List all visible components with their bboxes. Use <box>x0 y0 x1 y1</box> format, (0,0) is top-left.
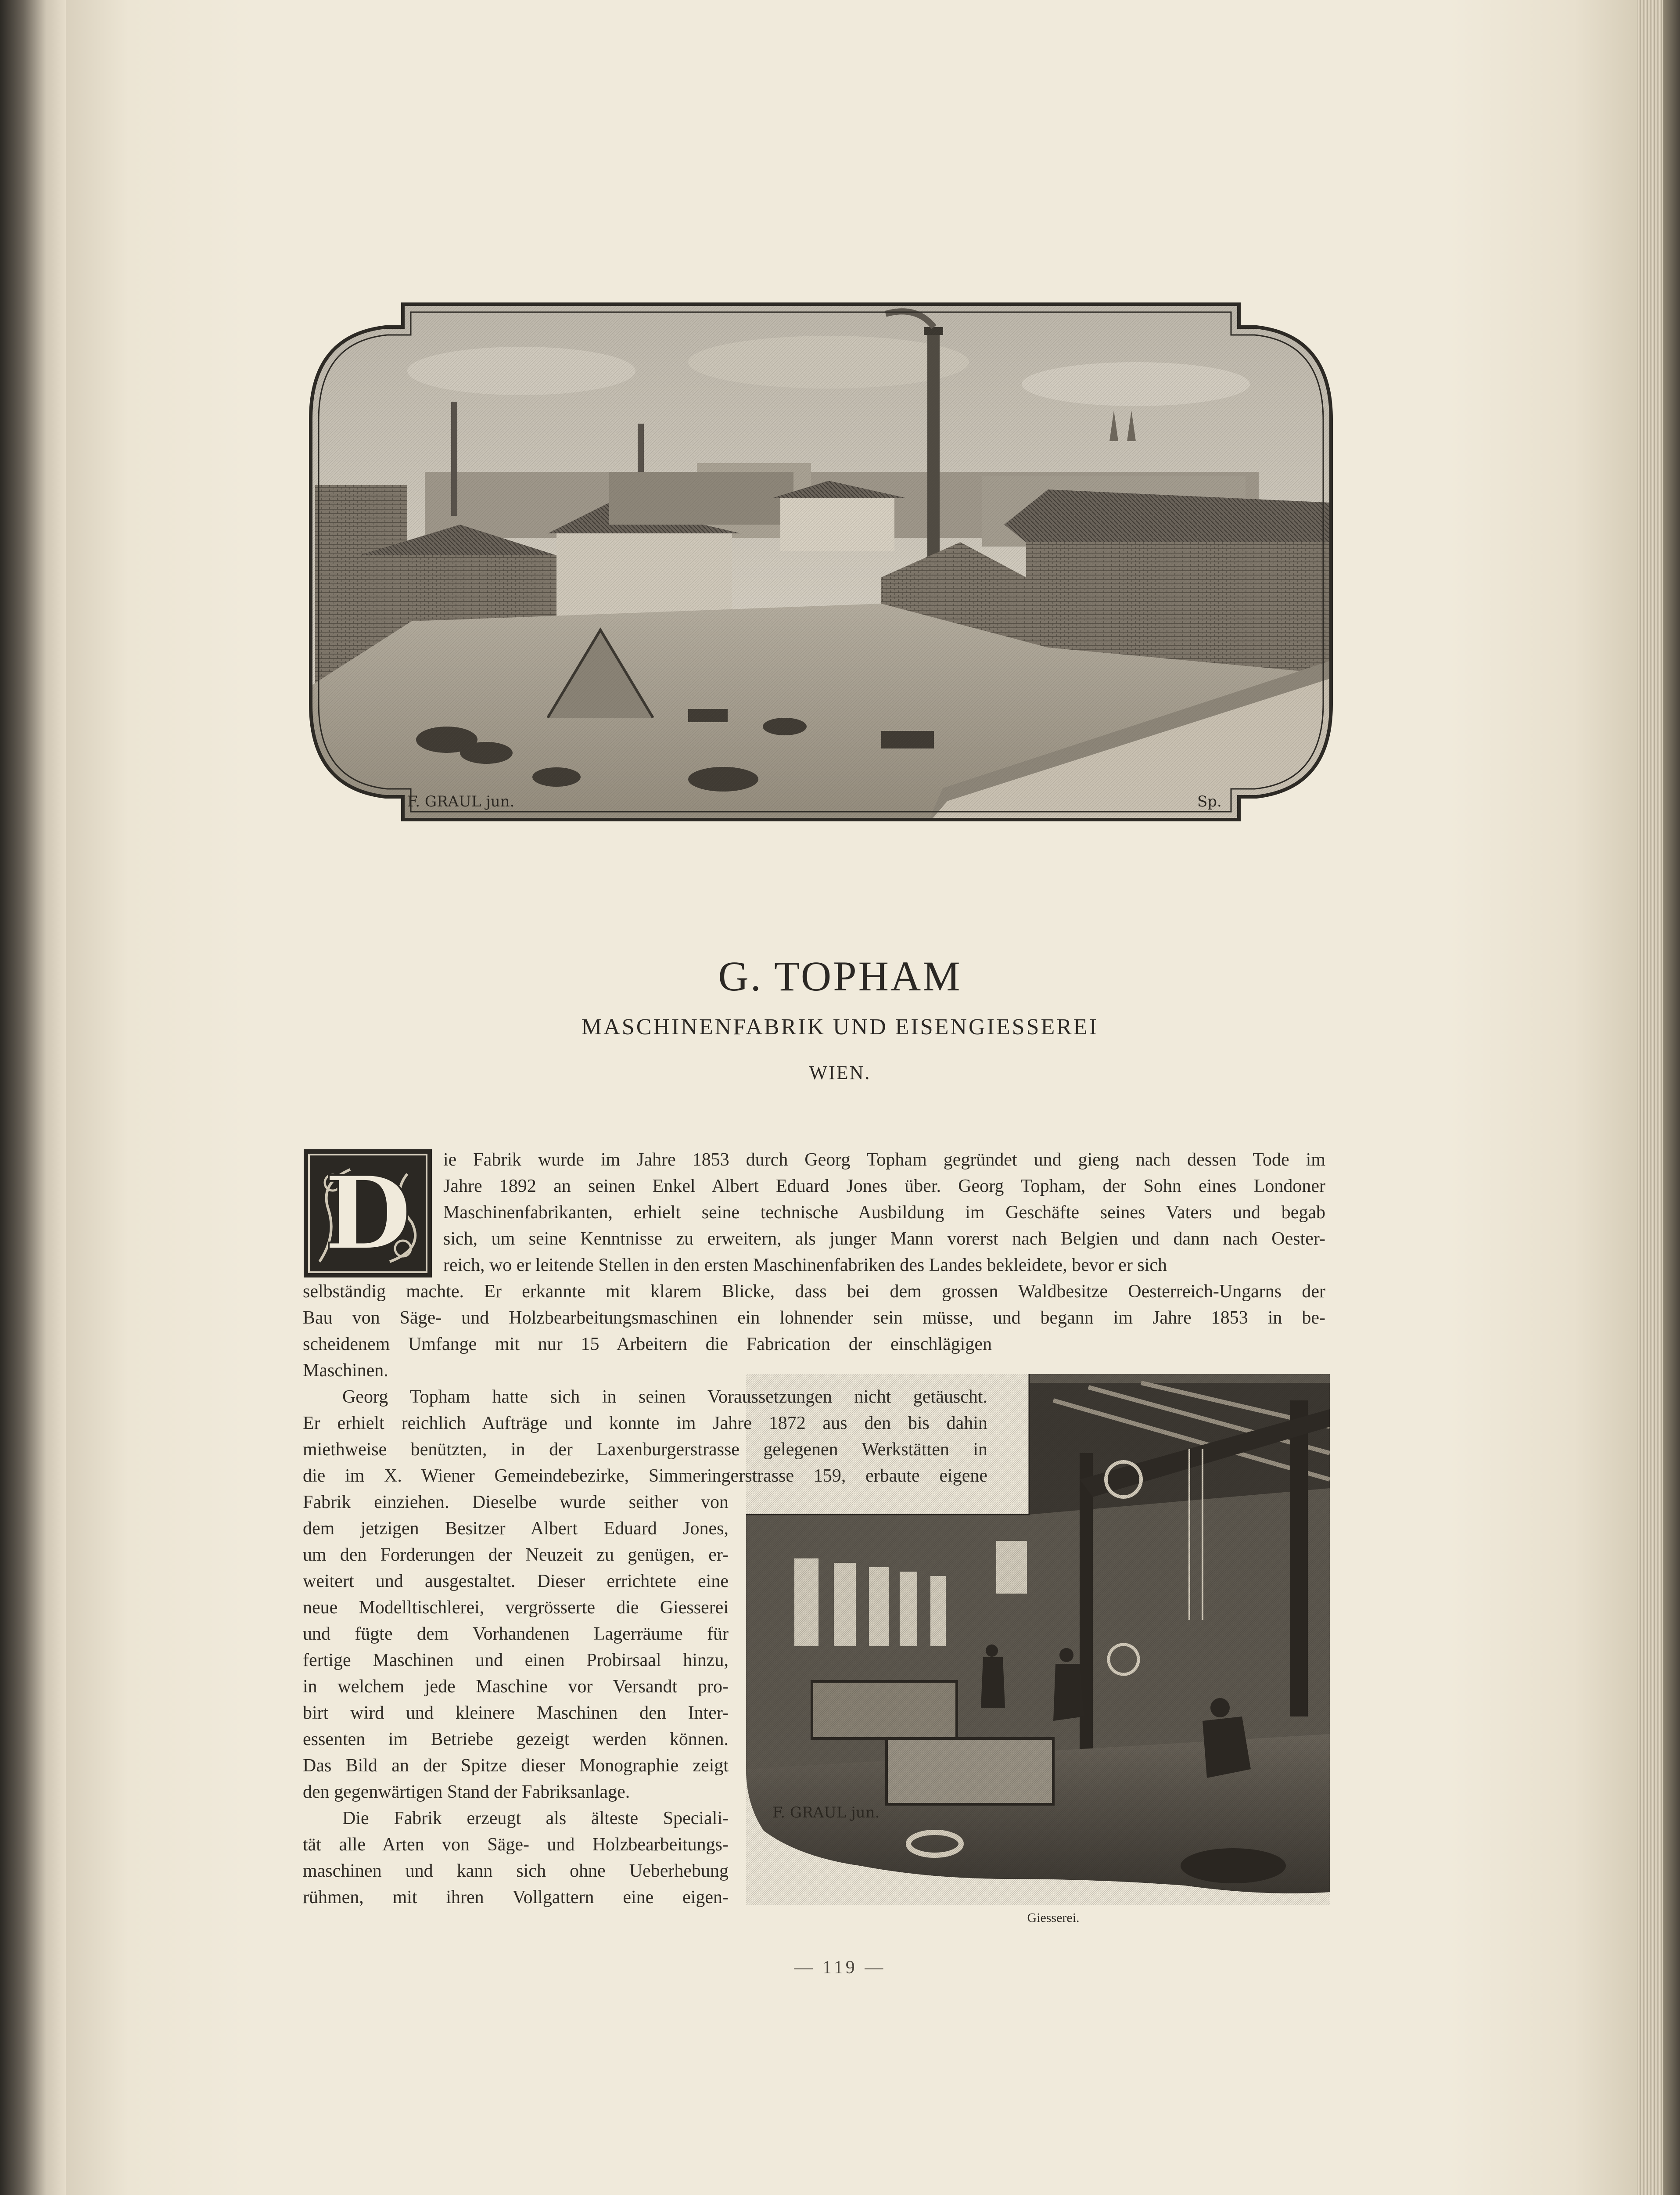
body-line: in welchem jede Maschine vor Versandt pro- <box>303 1677 729 1697</box>
factory-engraving <box>302 296 1340 828</box>
body-line: rühmen, mit ihren Vollgattern eine eigen- <box>303 1887 729 1907</box>
body-line: miethweise benützten, in der Laxenburgerstrasse gelegenen Werkstätten in <box>303 1439 987 1460</box>
body-line: die im X. Wiener Gemeindebezirke, Simmeringerstrasse 159, erbaute eigene <box>303 1466 987 1486</box>
body-line: dem jetzigen Besitzer Albert Eduard Jones, <box>303 1519 729 1539</box>
body-line: um den Forderungen der Neuzeit zu genügen, er- <box>303 1545 729 1565</box>
body-line: und fügte dem Vorhandenen Lagerräume für <box>303 1624 729 1644</box>
body-line: weitert und ausgestaltet. Dieser errichtete eine <box>303 1571 729 1591</box>
foundry-engraving <box>746 1374 1330 1905</box>
foundry-caption: Giesserei. <box>1027 1911 1080 1925</box>
place-name: WIEN. <box>809 1062 871 1083</box>
body-line: Das Bild an der Spitze dieser Monographie zeigt <box>303 1756 729 1776</box>
page-number: — 119 — <box>794 1958 886 1978</box>
body-line: Fabrik einziehen. Dieselbe wurde seither von <box>303 1492 729 1512</box>
body-line: maschinen und kann sich ohne Ueberhebung <box>303 1861 729 1881</box>
page-edge-shadow <box>1663 0 1680 2195</box>
body-line: reich, wo er leitende Stellen in den ersten Maschinenfabriken des Landes bekleidete, bevor er sich <box>443 1255 1167 1275</box>
body-line: Maschinenfabrikanten, erhielt seine technische Ausbildung im Geschäfte seines Vaters und begab <box>443 1202 1325 1223</box>
book-gutter <box>0 0 66 2195</box>
engraver-signature: F. GRAUL jun. <box>407 793 515 810</box>
body-line: selbständig machte. Er erkannte mit klarem Blicke, dass bei dem grossen Waldbesitze Oesterreich-Ungarns der <box>303 1281 1325 1302</box>
foundry-signature: F. GRAUL jun. <box>772 1804 880 1821</box>
engraver-mark: Sp. <box>1197 793 1222 810</box>
page-subtitle: MASCHINENFABRIK UND EISENGIESSEREI <box>582 1015 1098 1040</box>
body-line: Er erhielt reichlich Aufträge und konnte im Jahre 1872 aus den bis dahin <box>303 1413 987 1433</box>
body-line: Jahre 1892 an seinen Enkel Albert Eduard Jones über. Georg Topham, der Sohn eines Londoner <box>443 1176 1325 1196</box>
body-line: ie Fabrik wurde im Jahre 1853 durch Georg Topham gegründet und gieng nach dessen Tode im <box>443 1150 1325 1170</box>
body-line: Bau von Säge- und Holzbearbeitungsmaschinen ein lohnender sein müsse, und begann im Jahre 1853 in be- <box>303 1308 1325 1328</box>
page-title: G. TOPHAM <box>718 953 962 1000</box>
body-line: essenten im Betriebe gezeigt werden können. <box>303 1729 729 1749</box>
body-line: sich, um seine Kenntnisse zu erweitern, als junger Mann vorerst nach Belgien und dann nach Oester- <box>443 1229 1325 1249</box>
body-line: neue Modelltischlerei, vergrösserte die Giesserei <box>303 1598 729 1618</box>
body-line: scheidenem Umfange mit nur 15 Arbeitern die Fabrication der einschlägigen <box>303 1334 992 1354</box>
ornamental-initial <box>302 1148 434 1279</box>
body-line: den gegenwärtigen Stand der Fabriksanlage. <box>303 1782 630 1802</box>
body-line: tät alle Arten von Säge- und Holzbearbeitungs- <box>303 1835 729 1855</box>
body-line: Die Fabrik erzeugt als älteste Speciali- <box>342 1808 729 1828</box>
body-line: fertige Maschinen und einen Probirsaal hinzu, <box>303 1650 729 1670</box>
body-line: Georg Topham hatte sich in seinen Voraussetzungen nicht getäuscht. <box>342 1387 987 1407</box>
body-line: birt wird und kleinere Maschinen den Inter- <box>303 1703 729 1723</box>
dropcap-letter: D <box>324 1154 412 1273</box>
body-line: Maschinen. <box>303 1360 388 1381</box>
